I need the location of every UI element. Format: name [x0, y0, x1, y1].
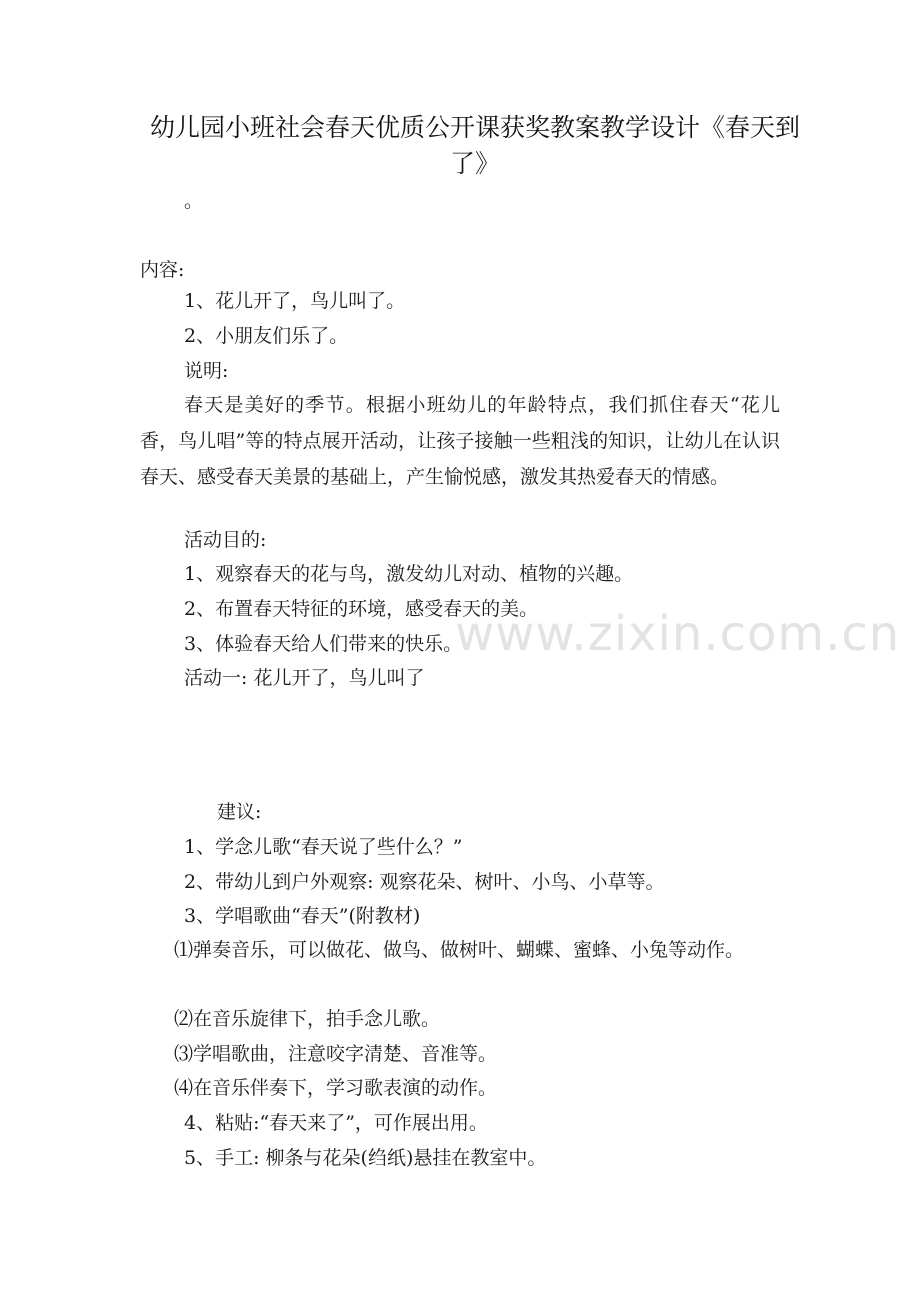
song-step-2: ⑵在音乐旋律下，拍手念儿歌。: [174, 1008, 441, 1030]
more-item-5: 5、手工: 柳条与花朵(绉纸)悬挂在教室中。: [184, 1147, 547, 1169]
suggest-item-3: 3、学唱歌曲“春天”(附教材): [184, 905, 421, 927]
suggest-item-2: 2、带幼儿到户外观察: 观察花朵、树叶、小鸟、小草等。: [184, 871, 665, 893]
goal-label: 活动目的:: [184, 529, 267, 551]
content-item-2: 2、小朋友们乐了。: [184, 325, 349, 347]
goal-item-1: 1、观察春天的花与鸟，激发幼儿对动、植物的兴趣。: [184, 563, 634, 585]
goal-item-2: 2、布置春天特征的环境，感受春天的美。: [184, 598, 539, 620]
explain-paragraph: 春天是美好的季节。根据小班幼儿的年龄特点，我们抓住春天“花儿香，鸟儿唱”等的特点展开活动，让孩子接触一些粗浅的知识，让幼儿在认识春天、感受春天美景的基础上，产生愉悦感，激发其热爱春天的情感。: [140, 394, 780, 488]
stray-period: 。: [184, 190, 204, 212]
song-step-3: ⑶学唱歌曲，注意咬字清楚、音准等。: [174, 1043, 498, 1065]
song-step-1: ⑴弹奏音乐，可以做花、做鸟、做树叶、蝴蝶、蜜蜂、小兔等动作。: [174, 939, 745, 961]
song-step-4: ⑷在音乐伴奏下，学习歌表演的动作。: [174, 1077, 498, 1099]
content-item-1: 1、花儿开了，鸟儿叫了。: [184, 290, 406, 312]
document-title: 幼儿园小班社会春天优质公开课获奖教案教学设计《春天到了》: [150, 113, 801, 178]
explain-label: 说明:: [184, 360, 229, 382]
suggest-label: 建议:: [217, 801, 262, 823]
more-item-4: 4、粘贴:“春天来了”，可作展出用。: [184, 1112, 488, 1134]
suggest-item-1: 1、学念儿歌“春天说了些什么？”: [184, 836, 463, 858]
content-label: 内容:: [140, 259, 185, 281]
site-watermark: www.zixin.com.cn: [455, 606, 901, 662]
activity-one-heading: 活动一: 花儿开了，鸟儿叫了: [184, 667, 425, 689]
goal-item-3: 3、体验春天给人们带来的快乐。: [184, 633, 463, 655]
